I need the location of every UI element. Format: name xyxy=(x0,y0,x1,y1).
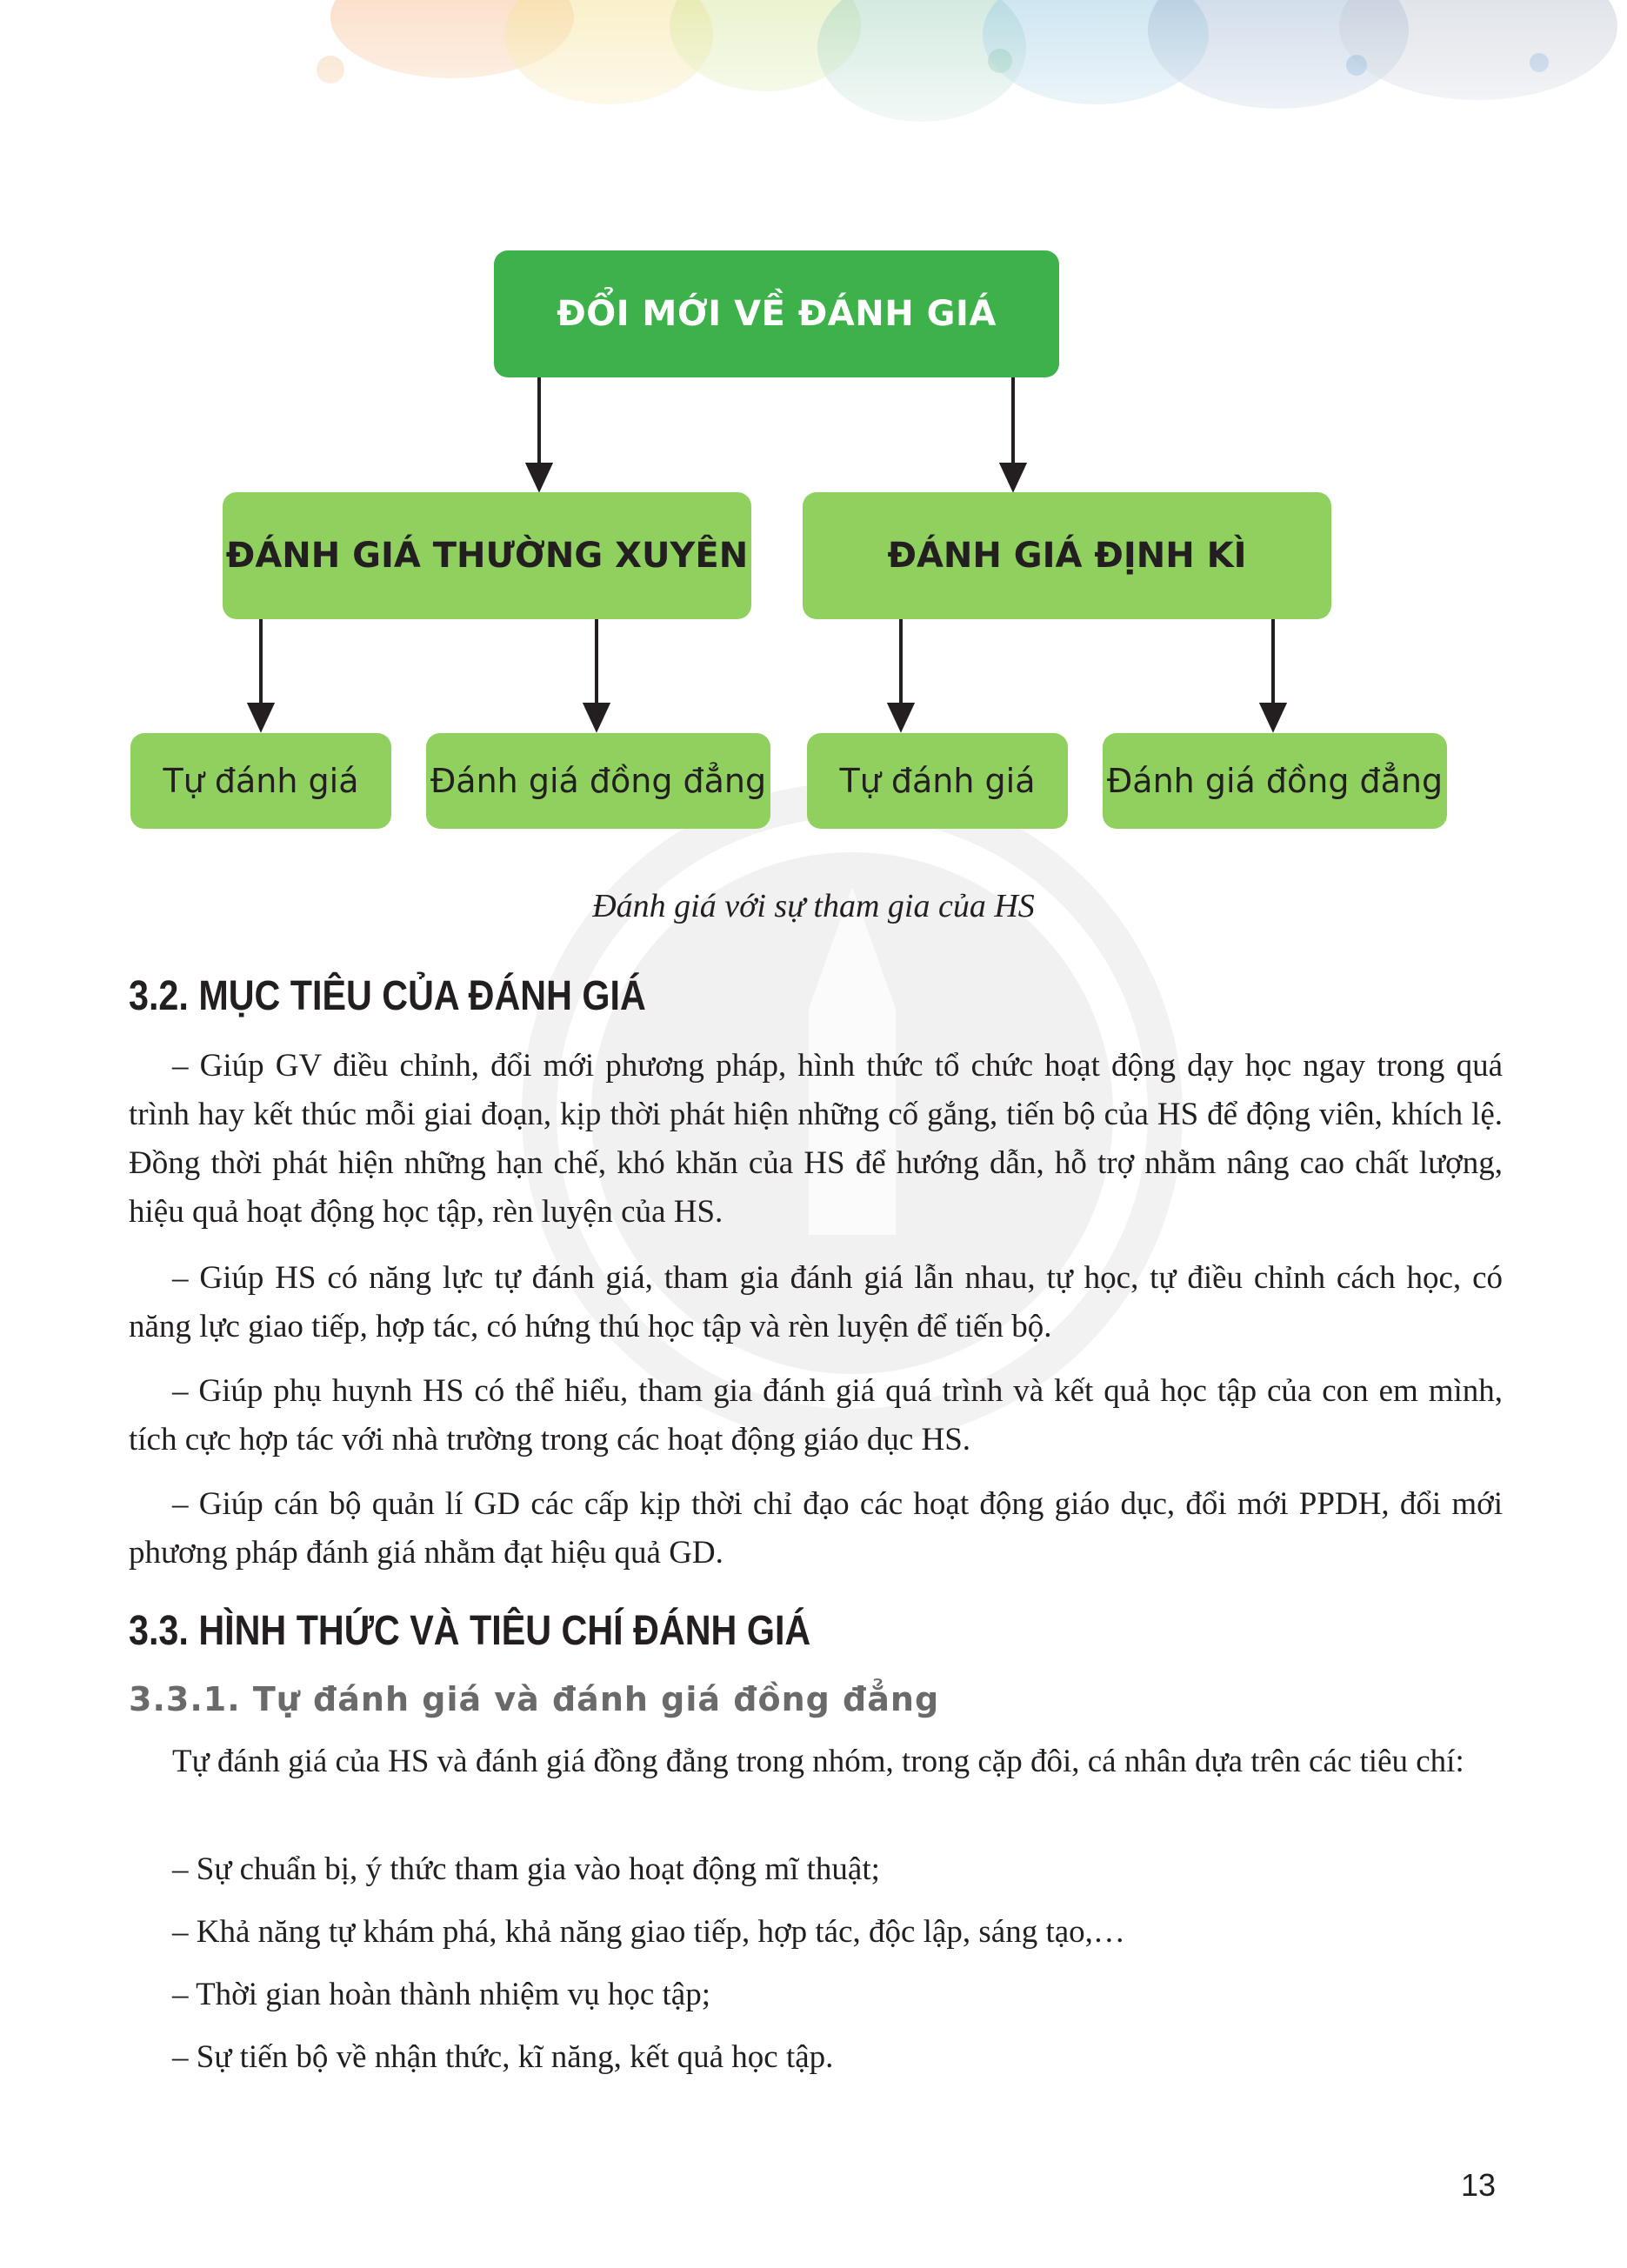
section-heading-3-3: 3.3. HÌNH THỨC VÀ TIÊU CHÍ ĐÁNH GIÁ xyxy=(129,1608,811,1654)
diagram-branch-label: ĐÁNH GIÁ ĐỊNH KÌ xyxy=(887,536,1247,576)
diagram-root-box xyxy=(494,250,1059,377)
criteria-list-item: – Sự tiến bộ về nhận thức, kĩ năng, kết quả học tập. xyxy=(172,2039,834,2075)
diagram-leaf-label: Đánh giá đồng đẳng xyxy=(430,762,767,800)
paragraph: Tự đánh giá của HS và đánh giá đồng đẳng trong nhóm, trong cặp đôi, cá nhân dựa trên các tiêu chí: xyxy=(172,1744,1464,1779)
subsection-heading-3-3-1: 3.3.1. Tự đánh giá và đánh giá đồng đẳng xyxy=(129,1680,940,1718)
diagram-caption: Đánh giá với sự tham gia của HS xyxy=(592,888,1035,924)
diagram-branch-box-periodic xyxy=(803,492,1331,619)
diagram-leaf-label: Tự đánh giá xyxy=(163,762,359,800)
paragraph: – Giúp cán bộ quản lí GD các cấp kịp thời chỉ đạo các hoạt động giáo dục, đổi mới PPDH, đổi mới phương pháp đánh giá nhằm đạt hiệu quả GD. xyxy=(129,1486,1503,1571)
diagram-leaf-box xyxy=(807,733,1068,829)
page-number: 13 xyxy=(1461,2167,1497,2203)
paragraph: – Giúp HS có năng lực tự đánh giá, tham gia đánh giá lẫn nhau, tự học, tự điều chỉnh cách học, có năng lực giao tiếp, hợp tác, có hứng thú học tập và rèn luyện để tiến bộ. xyxy=(129,1260,1503,1344)
decorative-header-splash xyxy=(0,0,1627,174)
diagram-leaf-box xyxy=(130,733,391,829)
diagram-leaf-box xyxy=(426,733,770,829)
section-heading-3-2: 3.2. MỤC TIÊU CỦA ĐÁNH GIÁ xyxy=(129,973,646,1019)
diagram-leaf-box xyxy=(1103,733,1447,829)
paragraph: – Giúp GV điều chỉnh, đổi mới phương pháp, hình thức tổ chức hoạt động dạy học ngay trong quá trình hay kết thúc mỗi giai đoạn, kịp thời phát hiện những cố gắng, tiến bộ của HS để động viên, khích lệ. Đồng thời phát hiện những hạn chế, khó khăn của HS để hướng dẫn, hỗ trợ nhằm nâng cao chất lượng, hiệu quả hoạt động học tập, rèn luyện của HS. xyxy=(129,1048,1503,1230)
diagram-root-label: ĐỔI MỚI VỀ ĐÁNH GIÁ xyxy=(557,294,997,334)
paragraph: – Giúp phụ huynh HS có thể hiểu, tham gia đánh giá quá trình và kết quả học tập của con em mình, tích cực hợp tác với nhà trường trong các hoạt động giáo dục HS. xyxy=(129,1373,1503,1458)
diagram-branch-box-regular xyxy=(223,492,751,619)
diagram-leaf-label: Tự đánh giá xyxy=(839,762,1036,800)
criteria-list-item: – Thời gian hoàn thành nhiệm vụ học tập; xyxy=(172,1977,710,2012)
criteria-list-item: – Sự chuẩn bị, ý thức tham gia vào hoạt động mĩ thuật; xyxy=(172,1851,880,1887)
diagram-branch-label: ĐÁNH GIÁ THƯỜNG XUYÊN xyxy=(225,536,749,576)
diagram-leaf-label: Đánh giá đồng đẳng xyxy=(1106,762,1444,800)
criteria-list-item: – Khả năng tự khám phá, khả năng giao tiếp, hợp tác, độc lập, sáng tạo,… xyxy=(172,1914,1125,1950)
